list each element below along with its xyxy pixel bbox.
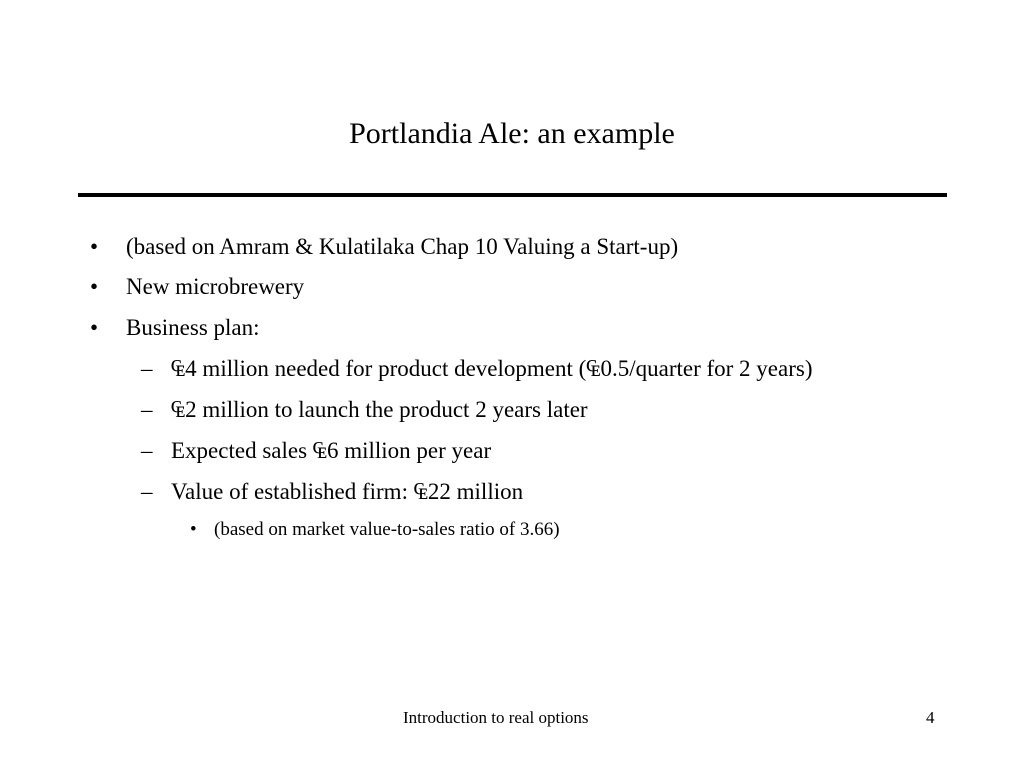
sub-bullet-text: Value of established firm: ₠22 million xyxy=(171,479,524,504)
slide-title: Portlandia Ale: an example xyxy=(349,117,675,150)
dash-marker: – xyxy=(141,356,153,381)
sub-bullet-text: ₠4 million needed for product development (₠0.5/quarter for 2 years) xyxy=(171,356,813,381)
bullet-text: New microbrewery xyxy=(126,274,305,299)
sub-bullet-text: ₠2 million to launch the product 2 years later xyxy=(171,397,588,422)
bullet-marker: • xyxy=(90,274,99,299)
dash-marker: – xyxy=(141,438,153,463)
bullet-text: Business plan: xyxy=(126,315,260,340)
bullet-marker: • xyxy=(190,519,197,540)
bullet-marker: • xyxy=(90,234,99,259)
footer-title: Introduction to real options xyxy=(403,708,589,727)
dash-marker: – xyxy=(141,479,153,504)
sub-bullet-text: Expected sales ₠6 million per year xyxy=(171,438,492,463)
bullet-text: (based on Amram & Kulatilaka Chap 10 Valuing a Start-up) xyxy=(126,234,679,259)
sub-sub-bullet-text: (based on market value-to-sales ratio of 3.66) xyxy=(214,519,560,540)
bullet-marker: • xyxy=(90,315,99,340)
title-divider xyxy=(78,193,947,197)
dash-marker: – xyxy=(141,397,153,422)
page-number: 4 xyxy=(926,708,935,727)
